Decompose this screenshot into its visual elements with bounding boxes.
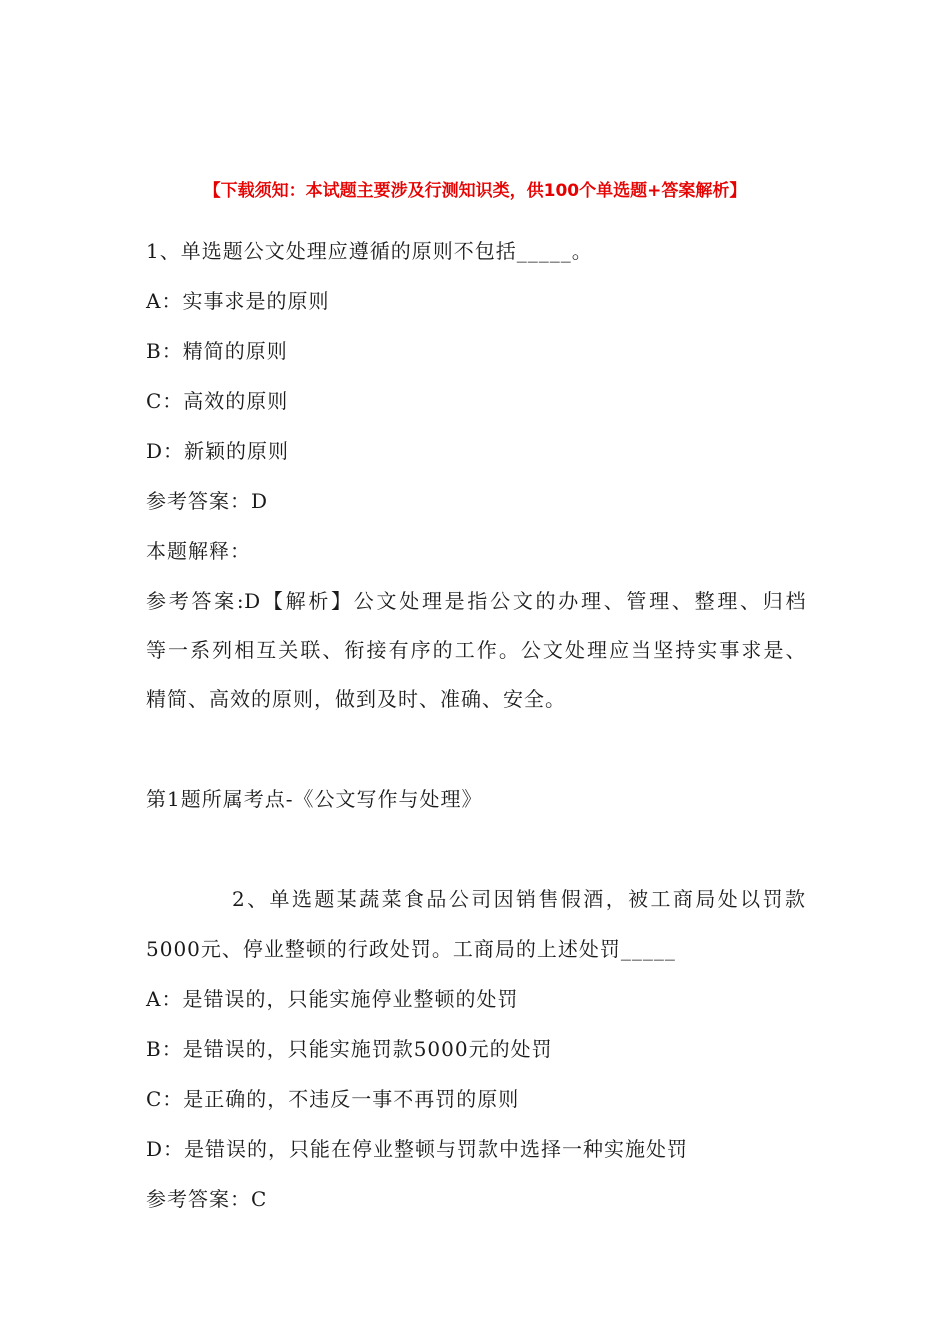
q1-option-a: A：实事求是的原则 — [146, 289, 330, 313]
q1-topic: 第1题所属考点-《公文写作与处理》 — [146, 787, 483, 811]
q2-stem-line-1: 2、单选题某蔬菜食品公司因销售假酒，被工商局处以罚款 — [232, 887, 806, 911]
q1-explain-title: 本题解释： — [146, 539, 251, 563]
q1-answer: 参考答案：D — [146, 489, 269, 513]
q1-explanation-line-3: 精简、高效的原则，做到及时、准确、安全。 — [146, 687, 566, 711]
q2-answer: 参考答案：C — [146, 1187, 268, 1211]
q1-option-b: B：精简的原则 — [146, 339, 288, 363]
q1-stem: 1、单选题公文处理应遵循的原则不包括_____。 — [146, 239, 593, 263]
q2-option-d: D：是错误的，只能在停业整顿与罚款中选择一种实施处罚 — [146, 1137, 689, 1161]
q1-option-c: C：高效的原则 — [146, 389, 289, 413]
q1-explanation-line-2: 等一系列相互关联、衔接有序的工作。公文处理应当坚持实事求是、 — [146, 638, 806, 662]
q2-stem-line-2: 5000元、停业整顿的行政处罚。工商局的上述处罚_____ — [146, 937, 676, 961]
q1-option-d: D：新颖的原则 — [146, 439, 290, 463]
download-notice: 【下载须知：本试题主要涉及行测知识类，供100个单选题+答案解析】 — [203, 181, 747, 201]
q2-option-c: C：是正确的，不违反一事不再罚的原则 — [146, 1087, 520, 1111]
q1-explanation-line-1: 参考答案:D【解析】公文处理是指公文的办理、管理、整理、归档 — [146, 589, 806, 613]
q2-option-b: B：是错误的，只能实施罚款5000元的处罚 — [146, 1037, 553, 1061]
q2-option-a: A：是错误的，只能实施停业整顿的处罚 — [146, 987, 519, 1011]
